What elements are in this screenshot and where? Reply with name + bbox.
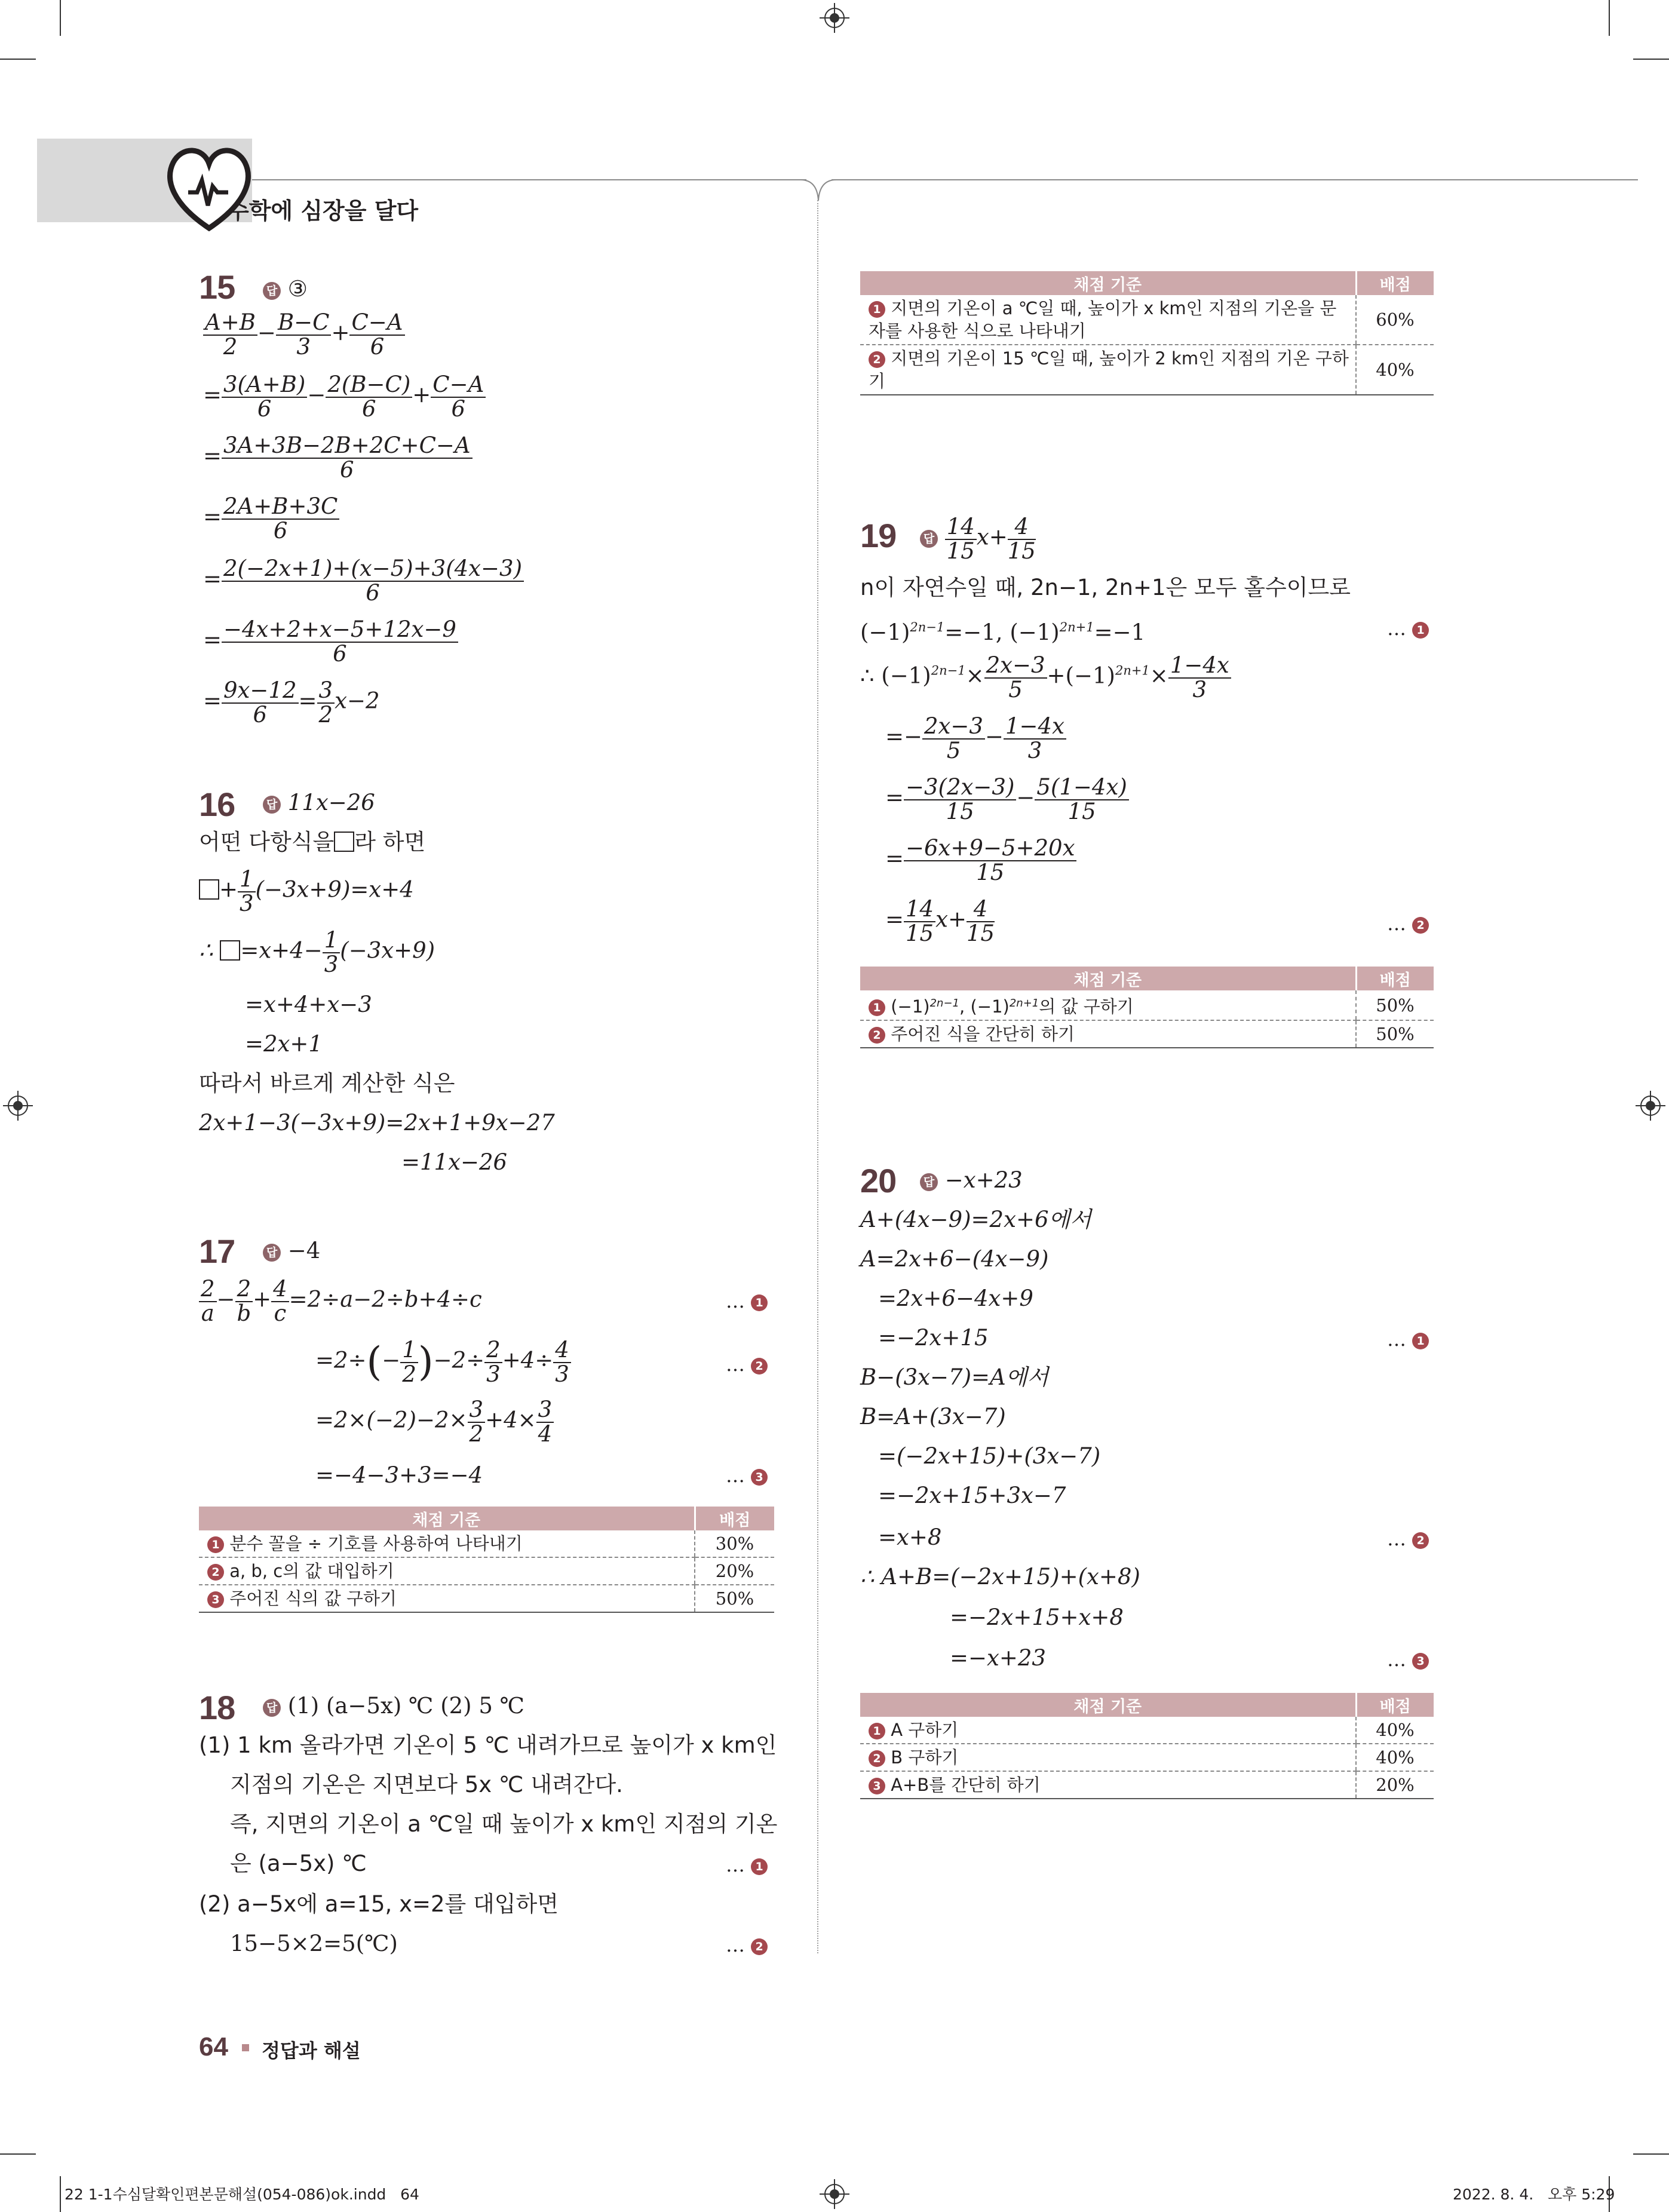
table-row: 1 $(-1)^{2n-1}$, $(-1)^{2n+1}$의 값 구하기 50% [860, 990, 1434, 1020]
step-badge: 3 [1412, 1653, 1429, 1670]
p18-line-5: (2) a−5x에 a=15, x=2를 대입하면 [199, 1891, 559, 1917]
scoring-table-18 [860, 271, 1434, 395]
p17-line-2: =2÷(− $\frac{1}{2}$ )−2÷ $\frac{2}{3}$ +4÷ $\frac{4}{3}$ [315, 1338, 571, 1386]
problem-number-17: 17 [199, 1232, 235, 1270]
scoring-table-20 [860, 1693, 1434, 1799]
registration-mark-icon [820, 3, 849, 33]
p18-line-6: 15−5×2=5(℃) [230, 1931, 398, 1956]
step-marker: … 2 [1387, 912, 1429, 935]
table-row: 2 주어진 식을 간단히 하기 50% [860, 1020, 1434, 1048]
answer-badge: 답 [263, 282, 281, 300]
problem-16-answer: 답 11x−26 [263, 790, 375, 816]
crop-mark [1633, 2153, 1669, 2155]
step-badge: 1 [1412, 622, 1429, 639]
answer-badge: 답 [263, 1244, 281, 1262]
p20-line-6: B=A+(3x−7) [860, 1404, 1006, 1429]
answer-badge: 답 [920, 1173, 938, 1191]
p16-line-7: 2x+1−3(−3x+9)=2x+1+9x−27 [199, 1110, 555, 1136]
answer-badge: 답 [263, 1699, 281, 1717]
p20-line-9: =x+8 [878, 1524, 942, 1550]
p15-line-1: $\frac{A+B}{2}$ − $\frac{B-C}{3}$ + $\frac{C-A}{6}$ [203, 311, 405, 358]
problem-15-answer: 답 ③ [263, 276, 308, 302]
p16-sentence-6: 따라서 바르게 계산한 식은 [199, 1070, 455, 1096]
scoring-table-17 [199, 1507, 774, 1613]
p18-line-1: (1) 1 km 올라가면 기온이 5 ℃ 내려가므로 높이가 x km인 [199, 1732, 777, 1758]
p15-line-2: = $\frac{3(A+B)}{6}$ − $\frac{2(B-C)}{6}$ + $\frac{C-A}{6}$ [203, 373, 486, 421]
registration-mark-icon [3, 1091, 33, 1121]
step-marker: … 1 [1387, 616, 1429, 640]
table-head-points: 배점 [1356, 1693, 1434, 1717]
p20-line-2: A=2x+6−(4x−9) [860, 1246, 1049, 1272]
p20-line-11: =−2x+15+x+8 [950, 1604, 1124, 1630]
p15-line-7: = $\frac{9x-12}{6}$ = $\frac{3}{2}$ x−2 [203, 677, 380, 728]
p20-line-4: =−2x+15 [878, 1325, 989, 1351]
crop-mark [60, 2176, 61, 2212]
p15-line-3: = $\frac{3A+3B-2B+2C+C-A}{6}$ [203, 434, 473, 481]
p20-line-7: =(−2x+15)+(3x−7) [878, 1443, 1101, 1469]
step-badge: 1 [1412, 1333, 1429, 1349]
step-marker: … 2 [726, 1352, 768, 1376]
table-row: 3 주어진 식의 값 구하기 50% [199, 1585, 774, 1612]
blank-box-icon [199, 879, 219, 900]
step-marker: … 3 [1387, 1648, 1429, 1671]
table-head-criteria: 채점 기준 [860, 271, 1356, 295]
step-marker: … 1 [726, 1289, 768, 1313]
p18-line-4: 은 (a−5x) ℃ [230, 1851, 367, 1876]
column-divider [817, 200, 818, 1953]
footer-square-icon [242, 2044, 249, 2051]
table-head-criteria: 채점 기준 [860, 967, 1356, 990]
table-row: 1 분수 꼴을 ÷ 기호를 사용하여 나타내기 30% [199, 1530, 774, 1557]
p20-line-8: =−2x+15+3x−7 [878, 1483, 1066, 1508]
header-logo-text: 수학에 심장을 달다 [227, 198, 419, 224]
step-marker: … 2 [1387, 1527, 1429, 1551]
answer-badge: 답 [920, 530, 938, 548]
table-head-points: 배점 [1356, 967, 1434, 990]
p15-line-5: = $\frac{2(-2x+1)+(x-5)+3(4x-3)}{6}$ [203, 557, 524, 605]
blank-box-icon [334, 832, 354, 852]
problem-18-answer: 답 (1) (a−5x) ℃ (2) 5 ℃ [263, 1693, 524, 1719]
table-row: 2 a, b, c의 값 대입하기 20% [199, 1557, 774, 1585]
problem-number-19: 19 [860, 517, 897, 554]
scoring-table-19 [860, 967, 1434, 1048]
p16-line-5: =2x+1 [245, 1031, 323, 1057]
crop-mark [1633, 59, 1669, 60]
blank-box-icon [220, 940, 240, 961]
p15-line-4: = $\frac{2A+B+3C}{6}$ [203, 495, 339, 542]
problem-number-16: 16 [199, 786, 235, 823]
table-row: 3 A+B를 간단히 하기 20% [860, 1771, 1434, 1799]
problem-19-answer: 답 $\frac{14}{15}$ x+ $\frac{4}{15}$ [920, 515, 1036, 563]
registration-mark-icon [820, 2179, 849, 2209]
table-row: 2 B 구하기 40% [860, 1744, 1434, 1771]
table-row: 1 A 구하기 40% [860, 1717, 1434, 1744]
header-rule-left [252, 179, 806, 180]
step-marker: … 2 [726, 1933, 768, 1957]
table-row: 1 지면의 기온이 a ℃일 때, 높이가 x km인 지점의 기온을 문자를 사용한 식으로 나타내기 60% [860, 295, 1434, 345]
p17-line-4: =−4−3+3=−4 [315, 1462, 483, 1488]
page-number: 64 [199, 2032, 228, 2061]
problem-number-18: 18 [199, 1689, 235, 1726]
header-rule-right [832, 179, 1638, 180]
p19-line-4: =− $\frac{2x-3}{5}$ − $\frac{1-4x}{3}$ [885, 714, 1066, 762]
step-marker: … 3 [726, 1464, 768, 1487]
step-badge: 1 [751, 1294, 768, 1311]
step-badge: 2 [751, 1358, 768, 1375]
crop-mark [0, 2153, 36, 2155]
answer-badge: 답 [263, 796, 281, 814]
footer-file-info: 22 1-1수심달확인편본문해설(054-086)ok.indd 64 [65, 2186, 419, 2203]
p19-line-7: = $\frac{14}{15}$ x+ $\frac{4}{15}$ [885, 896, 995, 946]
p19-line-2: $(-1)^{2n-1}=-1$, $(-1)^{2n+1}=-1$ [860, 619, 1146, 645]
p18-line-2: 지점의 기온은 지면보다 5x ℃ 내려간다. [230, 1772, 623, 1797]
table-head-points: 배점 [1356, 271, 1434, 295]
p16-line-2: + $\frac{1}{3}$ (−3x+9)=x+4 [199, 867, 414, 915]
step-badge: 2 [751, 1938, 768, 1955]
p16-line-8: =11x−26 [401, 1149, 508, 1175]
footer-section-title: 정답과 해설 [262, 2039, 361, 2062]
p19-line-6: = $\frac{-6x+9-5+20x}{15}$ [885, 836, 1076, 884]
step-badge: 2 [1412, 917, 1429, 934]
p20-line-10: ∴ A+B=(−2x+15)+(x+8) [860, 1564, 1140, 1590]
p17-line-1: $\frac{2}{a}$ − $\frac{2}{b}$ + $\frac{4}{c}$ =2÷a−2÷b+4÷c [199, 1277, 482, 1325]
problem-number-20: 20 [860, 1162, 897, 1199]
registration-mark-icon [1636, 1091, 1665, 1121]
problem-17-answer: 답 −4 [263, 1238, 320, 1264]
table-head-points: 배점 [695, 1507, 774, 1530]
p20-line-3: =2x+6−4x+9 [878, 1286, 1033, 1311]
crop-mark [0, 59, 36, 60]
p20-line-1: A+(4x−9)=2x+6에서 [860, 1207, 1091, 1232]
p19-line-5: = $\frac{-3(2x-3)}{15}$ − $\frac{5(1-4x)}{15}$ [885, 775, 1129, 823]
table-head-criteria: 채점 기준 [199, 1507, 695, 1530]
step-badge: 2 [1412, 1532, 1429, 1549]
p20-line-12: =−x+23 [950, 1645, 1046, 1671]
step-marker: … 1 [1387, 1327, 1429, 1351]
step-badge: 3 [751, 1469, 768, 1486]
p15-line-6: = $\frac{-4x+2+x-5+12x-9}{6}$ [203, 618, 458, 665]
crop-mark [60, 0, 61, 36]
problem-20-answer: 답 −x+23 [920, 1167, 1023, 1194]
footer-timestamp: 2022. 8. 4. 오후 5:29 [1453, 2186, 1615, 2203]
p18-line-3: 즉, 지면의 기온이 a ℃일 때 높이가 x km인 지점의 기온 [230, 1811, 778, 1837]
p16-sentence-1: 어떤 다항식을 라 하면 [199, 829, 426, 855]
crop-mark [1609, 0, 1610, 36]
p19-sentence-1: n이 자연수일 때, 2n−1, 2n+1은 모두 홀수이므로 [860, 575, 1351, 600]
p19-line-3: ∴ $(-1)^{2n-1}\times$ $\frac{2x-3}{5}$ $+(-1)^{2n+1}\times$ $\frac{1-4x}{3}$ [860, 654, 1231, 701]
p20-line-5: B−(3x−7)=A에서 [860, 1364, 1049, 1390]
step-badge: 1 [751, 1858, 768, 1875]
problem-number-15: 15 [199, 268, 235, 306]
p17-line-3: =2×(−2)−2× $\frac{3}{2}$ +4× $\frac{3}{4}$ [315, 1398, 554, 1446]
column-fold-corner [800, 179, 836, 203]
p16-line-4: =x+4+x−3 [245, 992, 372, 1017]
step-marker: … 1 [726, 1853, 768, 1877]
p16-line-3: ∴ =x+4− $\frac{1}{3}$ (−3x+9) [199, 927, 435, 977]
table-head-criteria: 채점 기준 [860, 1693, 1356, 1717]
table-row: 2 지면의 기온이 15 ℃일 때, 높이가 2 km인 지점의 기온 구하기 40% [860, 345, 1434, 395]
